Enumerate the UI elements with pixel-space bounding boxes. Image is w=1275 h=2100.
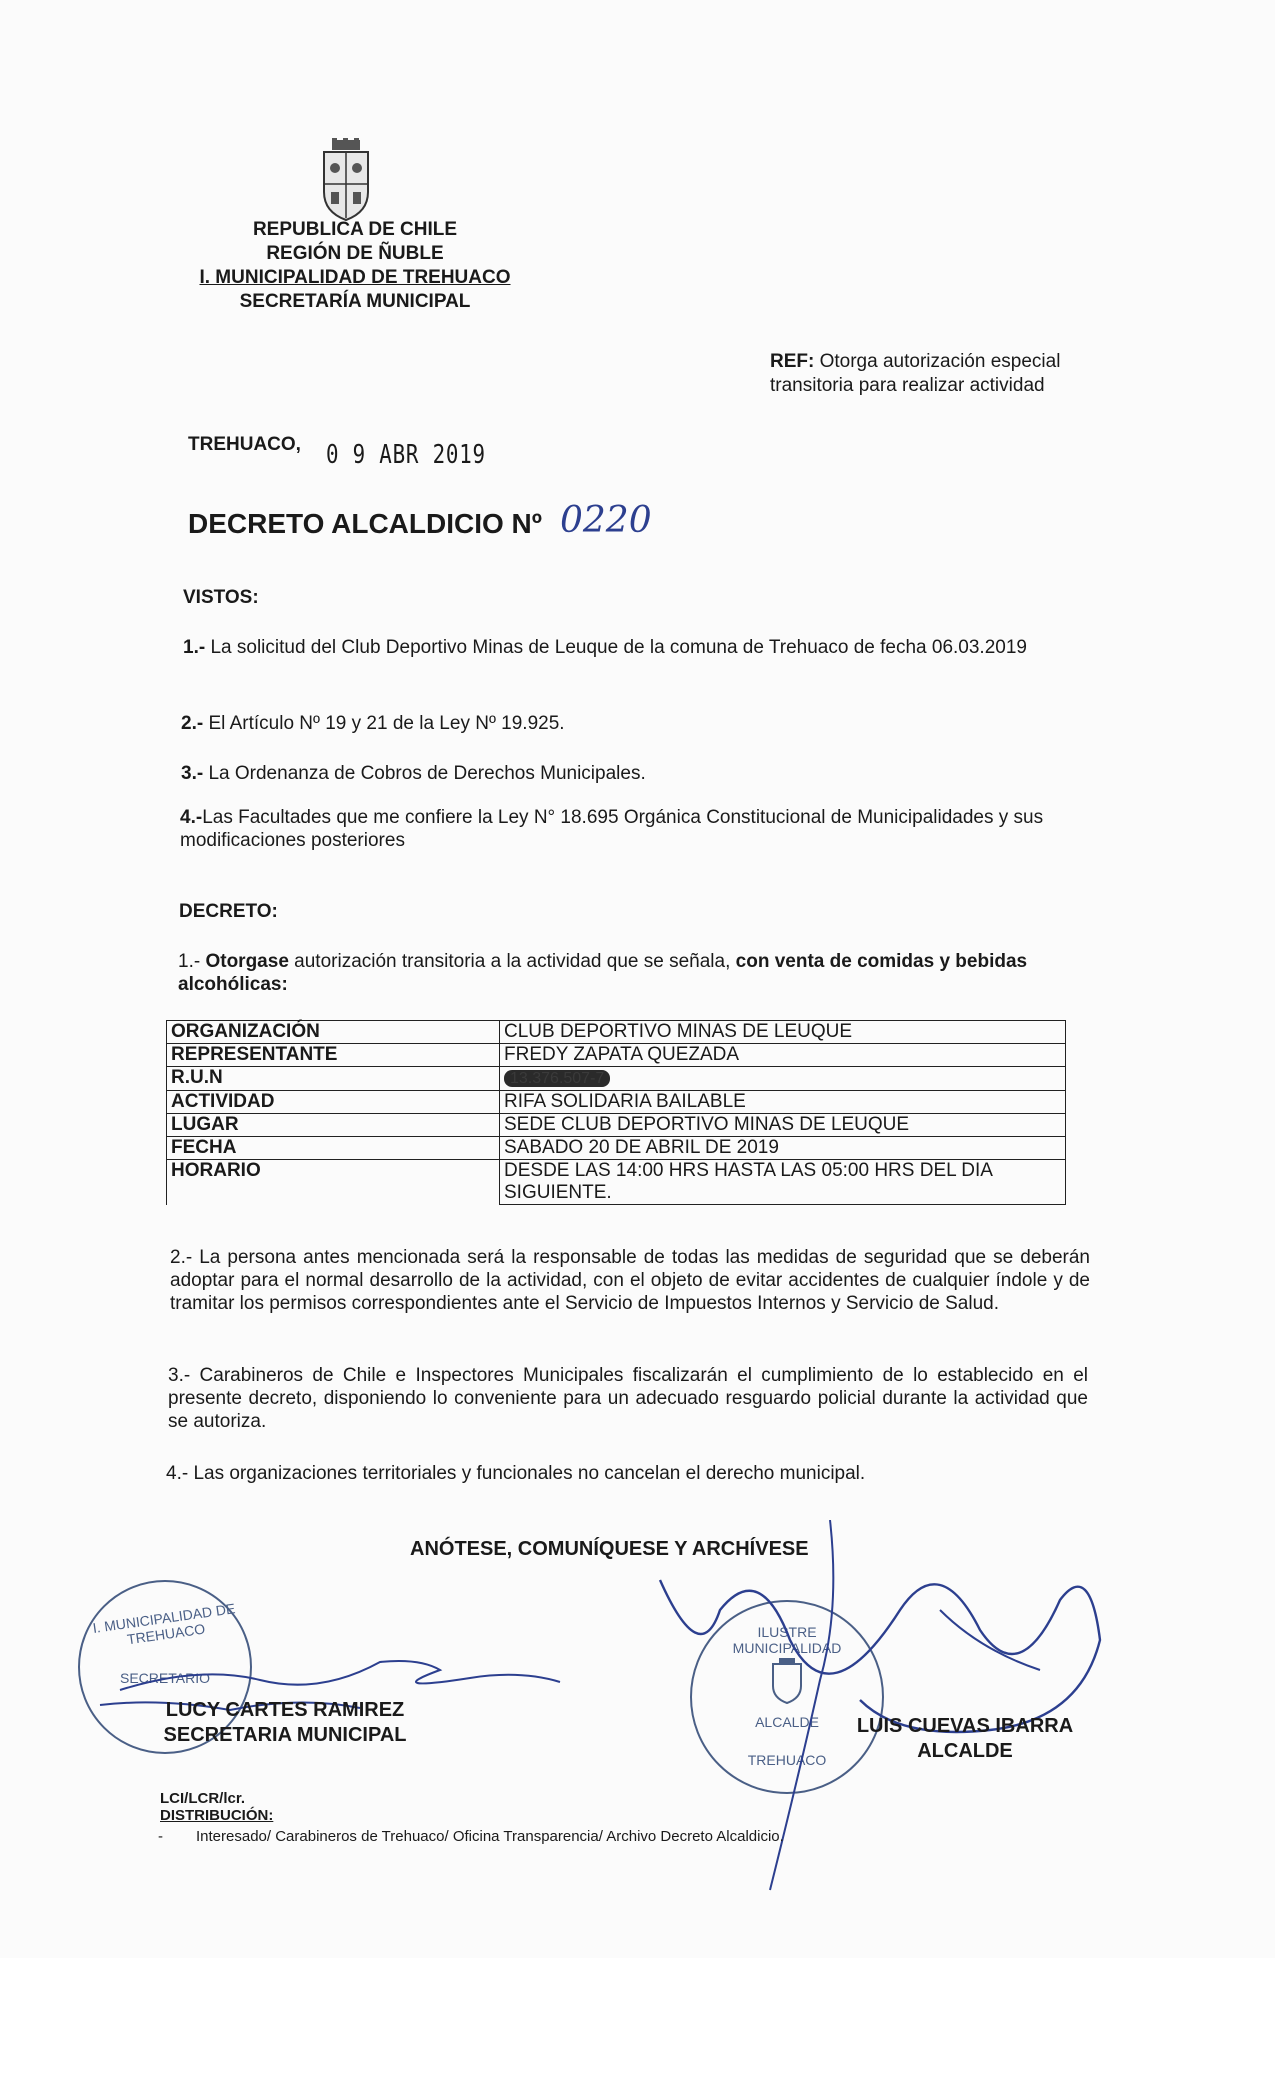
closing-formula: ANÓTESE, COMUNÍQUESE Y ARCHÍVESE: [410, 1538, 809, 1560]
decreto-item-1-bold-start: Otorgase: [205, 951, 289, 972]
table-key: R.U.N: [167, 1067, 500, 1091]
reference-block: [770, 350, 1115, 398]
decree-title: DECRETO ALCALDICIO Nº: [188, 508, 543, 539]
table-row: [167, 1021, 1066, 1044]
vistos-item-4-text: Las Facultades que me confiere la Ley N° 18.695 Orgánica Constitucional de Municipalidades y sus modificaciones posteriores: [180, 807, 1044, 851]
decree-number: 0220: [560, 500, 652, 541]
vistos-item-2-num: 2.-: [181, 713, 204, 734]
header-region: REGIÓN DE ÑUBLE: [266, 243, 444, 264]
distribution-list: Interesado/ Carabineros de Trehuaco/ Oficina Transparencia/ Archivo Decreto Alcaldicio.: [196, 1828, 784, 1845]
mayor-stamp-mid: ALCALDE: [755, 1714, 819, 1730]
ref-label: REF:: [770, 351, 815, 372]
secretary-signature-block: [140, 1698, 430, 1748]
decreto-item-1-num: 1.-: [178, 951, 201, 972]
vistos-item-1-num: 1.-: [183, 637, 206, 658]
vistos-item-2-text: El Artículo Nº 19 y 21 de la Ley Nº 19.925.: [208, 713, 565, 734]
mayor-title: ALCALDE: [917, 1740, 1013, 1762]
table-key: REPRESENTANTE: [167, 1044, 500, 1067]
vistos-heading: VISTOS:: [183, 587, 259, 608]
table-value: CLUB DEPORTIVO MINAS DE LEUQUE: [500, 1021, 1066, 1044]
decreto-heading: DECRETO:: [179, 901, 278, 922]
table-value: [500, 1067, 1066, 1091]
ref-text: Otorga autorización especial transitoria para realizar actividad: [770, 351, 1061, 396]
header-secretary: SECRETARÍA MUNICIPAL: [239, 291, 471, 312]
decreto-item-3: 3.- Carabineros de Chile e Inspectores Municipales fiscalizarán el cumplimiento de lo establecido en el presente decreto, disponiendo lo conveniente para un adecuado resguardo policial durante la actividad que se autoriza.: [168, 1365, 1088, 1432]
date-stamp: 0 9 ABR 2019: [326, 440, 486, 470]
run-value-redacted: 13.376.507-7: [504, 1070, 610, 1087]
coat-of-arms-icon: [318, 138, 374, 222]
table-value: FREDY ZAPATA QUEZADA: [500, 1044, 1066, 1067]
table-value: SABADO 20 DE ABRIL DE 2019: [500, 1137, 1066, 1160]
table-key: ORGANIZACIÓN: [167, 1021, 500, 1044]
distribution-label: DISTRIBUCIÓN:: [160, 1807, 274, 1824]
table-row: [167, 1137, 1066, 1160]
table-key: ACTIVIDAD: [167, 1091, 500, 1114]
table-key: HORARIO: [167, 1160, 500, 1205]
activity-table: [166, 1020, 1066, 1205]
mayor-stamp-top: ILUSTRE MUNICIPALIDAD: [732, 1624, 842, 1656]
secretary-title: SECRETARIA MUNICIPAL: [163, 1724, 407, 1746]
header-municipality: I. MUNICIPALIDAD DE TREHUACO: [199, 267, 511, 288]
vistos-item-3-text: La Ordenanza de Cobros de Derechos Municipales.: [208, 763, 646, 784]
table-value: DESDE LAS 14:00 HRS HASTA LAS 05:00 HRS DEL DIA SIGUIENTE.: [500, 1160, 1066, 1205]
table-key: FECHA: [167, 1137, 500, 1160]
vistos-item-2: [181, 712, 1101, 735]
decreto-item-1: [178, 950, 1098, 996]
table-value: SEDE CLUB DEPORTIVO MINAS DE LEUQUE: [500, 1114, 1066, 1137]
vistos-item-1-text: La solicitud del Club Deportivo Minas de Leuque de la comuna de Trehuaco de fecha 06.03.2019: [210, 637, 1027, 658]
initials: LCI/LCR/lcr.: [160, 1790, 246, 1807]
table-value: RIFA SOLIDARIA BAILABLE: [500, 1091, 1066, 1114]
header-republic: REPUBLICA DE CHILE: [252, 219, 458, 240]
decreto-item-2: 2.- La persona antes mencionada será la responsable de todas las medidas de seguridad que se deberán adoptar para el normal desarrollo de la actividad, con el objeto de evitar accidentes de cualquier índole y de tramitar los permisos correspondientes ante el Servicio de Impuestos Internos y Servicio de Salud.: [170, 1247, 1090, 1314]
secretary-stamp-text: I. MUNICIPALIDAD DE TREHUACO: [91, 1600, 237, 1648]
date-place: TREHUACO,: [188, 434, 301, 455]
vistos-item-4-num: 4.-: [180, 807, 203, 828]
decreto-item-1-bold-end: con venta de comidas y bebidas alcohólicas:: [178, 951, 1028, 995]
table-row: [167, 1044, 1066, 1067]
secretary-stamp-inner: SECRETARIO: [120, 1670, 210, 1686]
vistos-item-1: [183, 636, 1103, 659]
table-row: [167, 1114, 1066, 1137]
decreto-item-4: 4.- Las organizaciones territoriales y funcionales no cancelan el derecho municipal.: [166, 1463, 866, 1484]
decreto-item-1-text: autorización transitoria a la actividad que se señala,: [294, 951, 731, 972]
table-row: [167, 1091, 1066, 1114]
mayor-name: LUIS CUEVAS IBARRA: [856, 1715, 1074, 1737]
table-key: LUGAR: [167, 1114, 500, 1137]
mayor-stamp-bottom: TREHUACO: [747, 1752, 827, 1768]
secretary-name: LUCY CARTES RAMIREZ: [165, 1699, 405, 1721]
table-row: [167, 1160, 1066, 1205]
distribution-bullet: -: [158, 1828, 163, 1845]
mayor-signature-block: [830, 1714, 1100, 1764]
table-row: [167, 1067, 1066, 1091]
vistos-item-3: [181, 762, 1101, 785]
vistos-item-3-num: 3.-: [181, 763, 204, 784]
vistos-item-4: [180, 806, 1102, 852]
